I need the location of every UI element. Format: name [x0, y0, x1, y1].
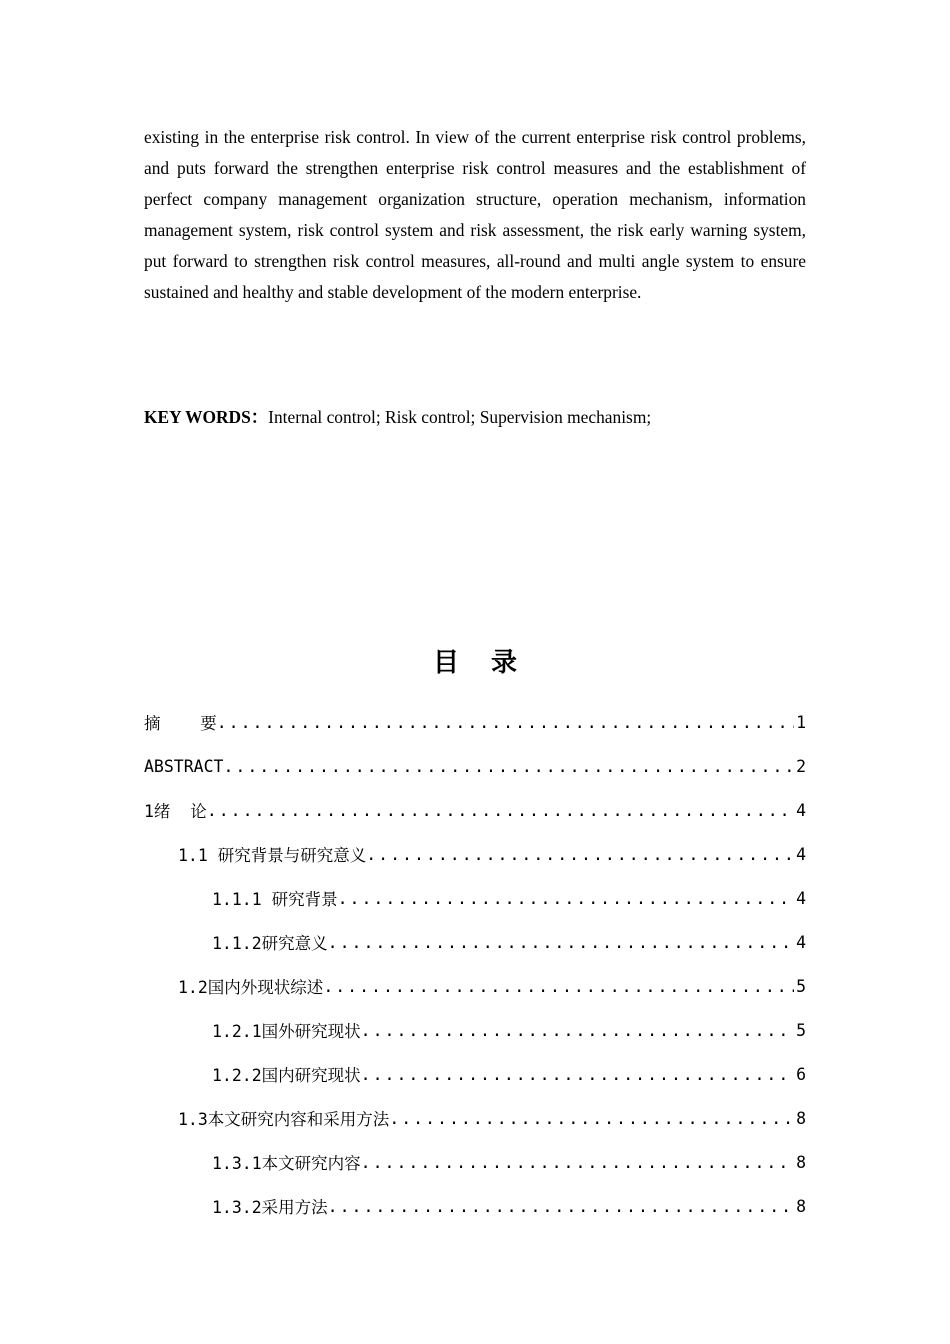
toc-entry-page-number: 8: [796, 1152, 806, 1172]
toc-title: 目录: [432, 648, 549, 678]
toc-entry[interactable]: [144, 788, 806, 832]
toc-dot-leader: [366, 845, 794, 864]
abstract-paragraph: existing in the enterprise risk control. In view of the current enterprise risk control problems, and puts forward the strengthen enterprise risk control measures and the establishment of perfect company management organization structure, operation mechanism, information management system, risk control system and risk assessment, the risk early warning system, put forward to strengthen risk control measures, all-round and multi angle system to ensure sustained and healthy and stable development of the modern enterprise.: [144, 127, 806, 302]
toc-entry[interactable]: [178, 964, 806, 1008]
keywords-line: [144, 402, 806, 433]
toc-entry-label: 1.3本文研究内容和采用方法: [178, 1110, 390, 1129]
toc-entry-page-number: 1: [796, 712, 806, 732]
toc-entry[interactable]: [144, 744, 806, 788]
toc-entry-label: ABSTRACT: [144, 756, 224, 776]
toc-dot-leader: [361, 1065, 794, 1084]
toc-entry-label: 1.3.1本文研究内容: [212, 1154, 361, 1173]
toc-entry-page-number: 8: [796, 1108, 806, 1128]
toc-entry-page-number: 4: [796, 800, 806, 820]
toc-dot-leader: [361, 1153, 794, 1172]
toc-entry-label: 1绪 论: [144, 802, 207, 821]
toc-entry-page-number: 6: [796, 1064, 806, 1084]
toc-dot-leader: [361, 1021, 794, 1040]
toc-entry-page-number: 4: [796, 932, 806, 952]
toc-dot-leader: [389, 1109, 794, 1128]
toc-entry[interactable]: [212, 1052, 806, 1096]
toc-dot-leader: [207, 801, 794, 820]
toc-entry-label: 1.3.2采用方法: [212, 1198, 328, 1217]
toc-entry-label: 1.2.1国外研究现状: [212, 1022, 361, 1041]
toc-entry[interactable]: [212, 920, 806, 964]
toc-entry-label: 1.1.2研究意义: [212, 934, 328, 953]
toc-entry[interactable]: [212, 876, 806, 920]
toc-entry-label: 1.1 研究背景与研究意义: [178, 846, 367, 865]
toc-dot-leader: [328, 933, 794, 952]
toc-dot-leader: [328, 1197, 794, 1216]
toc-entry[interactable]: [178, 1096, 806, 1140]
toc-entry-page-number: 8: [796, 1196, 806, 1216]
toc-dot-leader: [223, 757, 794, 776]
toc-entry[interactable]: [212, 1008, 806, 1052]
toc-entry[interactable]: [178, 832, 806, 876]
toc-entry[interactable]: [144, 700, 806, 744]
toc-entry-label: 1.1.1 研究背景: [212, 890, 338, 909]
toc-dot-leader: [338, 889, 794, 908]
toc-entry-page-number: 4: [796, 844, 806, 864]
toc-entry[interactable]: [212, 1140, 806, 1184]
toc-entry-label: 1.2国内外现状综述: [178, 978, 324, 997]
toc-dot-leader: [217, 713, 794, 732]
toc-entry-page-number: 4: [796, 888, 806, 908]
keywords-value: Internal control; Risk control; Supervision mechanism;: [268, 407, 652, 427]
keywords-label: KEY WORDS：: [144, 407, 269, 427]
toc-entry-page-number: 2: [796, 756, 806, 776]
toc-entry-page-number: 5: [796, 976, 806, 996]
toc-entry-page-number: 5: [796, 1020, 806, 1040]
toc-entry-label: 1.2.2国内研究现状: [212, 1066, 361, 1085]
toc-entry[interactable]: [212, 1184, 806, 1228]
toc-dot-leader: [323, 977, 794, 996]
toc-entry-label: 摘 要: [144, 714, 217, 733]
